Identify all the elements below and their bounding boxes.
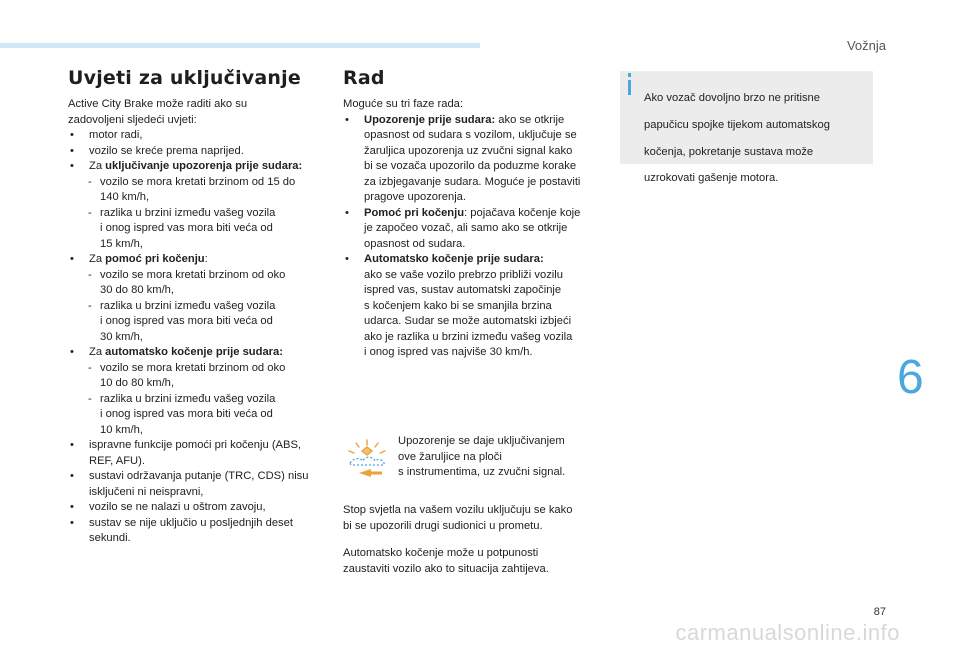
auto-braking-text: Automatsko kočenje može u potpunosti zaustaviti vozilo ako to situacija zahtijeva. xyxy=(343,547,549,575)
middle-heading: Rad xyxy=(343,67,385,89)
page-number: 87 xyxy=(873,606,886,618)
list-item: • Pomoć pri kočenju: pojačava kočenje koje je započeo vozač, ali samo ako se otkrije opasnost od sudara. xyxy=(345,206,581,250)
chapter-tab: 6 xyxy=(897,351,924,404)
sub-list-item: - razlika u brzini između vašeg vozila i onog ispred vas mora biti veća od 15 km/h, xyxy=(88,206,276,250)
list-item: • vozilo se kreće prema naprijed. xyxy=(70,144,244,157)
watermark: carmanualsonline.info xyxy=(675,620,900,645)
intro-line: Moguće su tri faze rada: xyxy=(343,98,464,110)
intro-line: zadovoljeni sljedeći uvjeti: xyxy=(68,113,197,126)
warning-text: Upozorenje se daje uključivanjem ove žaruljice na ploči s instrumentima, uz zvučni signal. xyxy=(398,435,566,478)
left-heading: Uvjeti za uključivanje xyxy=(68,67,301,89)
info-icon-bar xyxy=(628,80,631,95)
info-box-text: Ako vozač dovoljno brzo ne pritisne papučicu spojke tijekom automatskog kočenja, pokretanje sustava može uzrokovati gašenje motora. xyxy=(644,92,830,185)
section-title: Vožnja xyxy=(846,38,886,53)
sub-list-item: - razlika u brzini između vašeg vozila i onog ispred vas mora biti veća od 10 km/h, xyxy=(88,392,276,436)
list-item: • Za pomoć pri kočenju: xyxy=(70,253,208,265)
left-column xyxy=(68,97,333,547)
collision-warning-icon xyxy=(345,437,389,481)
sub-list-item: - razlika u brzini između vašeg vozila i onog ispred vas mora biti veća od 30 km/h, xyxy=(88,299,276,343)
list-item: • sustav se nije uključio u posljednjih deset sekundi. xyxy=(70,516,293,544)
info-icon xyxy=(628,73,631,77)
list-item: • motor radi, xyxy=(70,129,143,141)
sub-list-item: - vozilo se mora kretati brzinom od 15 do 140 km/h, xyxy=(88,175,296,203)
intro-line: Active City Brake može raditi ako su xyxy=(68,98,248,110)
list-item: • Upozorenje prije sudara: ako se otkrije opasnost od sudara s vozilom, uključuje se žaruljica upozorenja uz zvučni signal kako bi se vozača upozorilo da poduzme korake za izbjegavanje sudara. Moguće je postaviti pragove upozorenja. xyxy=(345,113,581,203)
list-item: • Za uključivanje upozorenja prije sudara: xyxy=(70,160,303,172)
list-item: • ispravne funkcije pomoći pri kočenju (ABS, REF, AFU). xyxy=(70,439,302,467)
list-item: • Za automatsko kočenje prije sudara: xyxy=(70,346,283,358)
sub-list-item: - vozilo se mora kretati brzinom od oko 10 do 80 km/h, xyxy=(88,361,286,389)
list-item: • sustavi održavanja putanje (TRC, CDS) nisu isključeni ni neispravni, xyxy=(70,470,309,498)
info-box xyxy=(620,71,873,185)
sub-list-item: - vozilo se mora kretati brzinom od oko 30 do 80 km/h, xyxy=(88,268,286,296)
header-accent-bar xyxy=(0,43,480,48)
middle-column xyxy=(343,97,608,361)
list-item: • Automatsko kočenje prije sudara: ako se vaše vozilo prebrzo približi vozilu ispred vas, sustav automatski započinje s kočenjem kako bi se smanjila brzina udarca. Sudar se može automatski izbjeći ako je razlika u brzini između vašeg vozila i onog ispred vas najviše 30 km/h. xyxy=(345,253,573,358)
stop-lights-text: Stop svjetla na vašem vozilu uključuju se kako bi se upozorili drugi sudionici u prometu. xyxy=(343,504,573,532)
list-item: • vozilo se ne nalazi u oštrom zavoju, xyxy=(70,501,266,513)
